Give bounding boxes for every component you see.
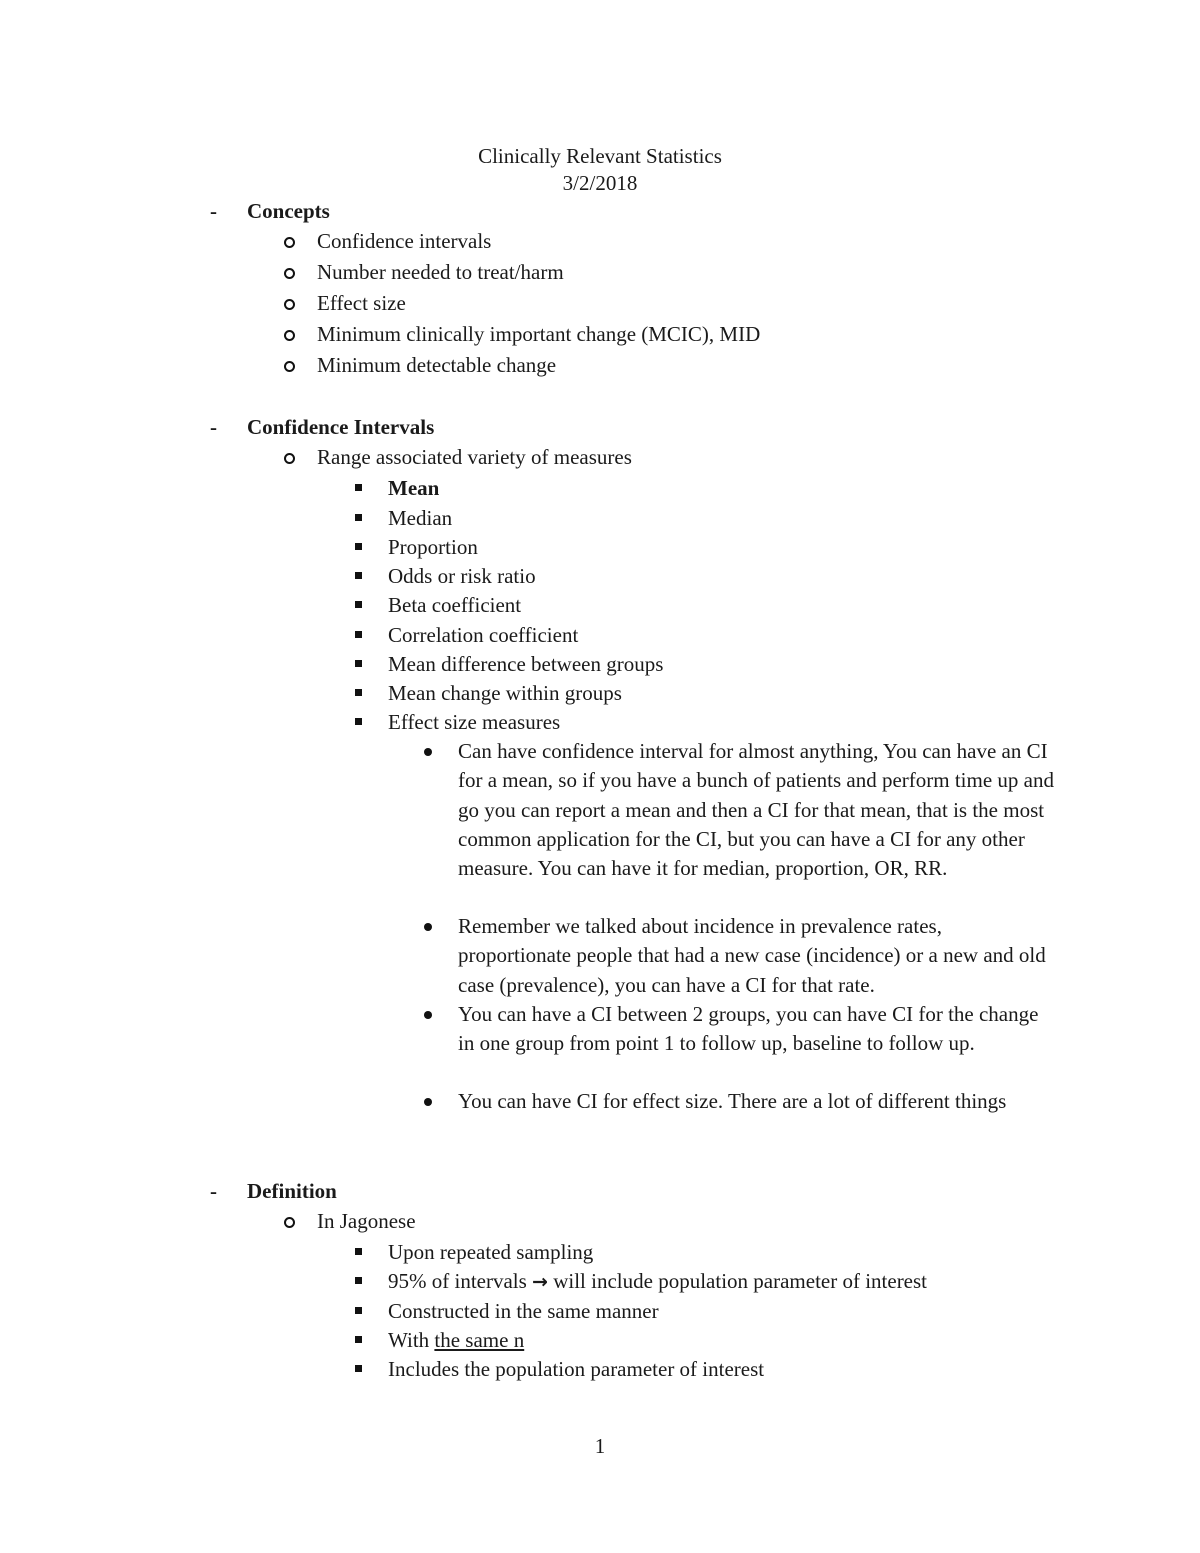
square-bullet-icon (355, 689, 362, 696)
dot-bullet-icon (424, 1098, 432, 1106)
circle-bullet-icon (284, 268, 295, 279)
dot-bullet-icon (424, 1011, 432, 1019)
square-bullet-icon (355, 660, 362, 667)
page-title: Clinically Relevant Statistics (478, 144, 722, 168)
page-number: 1 (594, 1434, 606, 1458)
dot-bullet-icon (424, 923, 432, 931)
square-bullet-icon (355, 484, 362, 491)
measure-item: Effect size measures (388, 710, 561, 734)
list-item: Number needed to treat/harm (317, 260, 564, 284)
definition-item (388, 1326, 524, 1355)
note-paragraph: Remember we talked about incidence in prevalence rates, proportionate people that had a new case (incidence) or a new and old case (prevalence), you can have a CI for that rate. (458, 914, 1046, 997)
list-item: Confidence intervals (317, 229, 492, 253)
square-bullet-icon (355, 1277, 362, 1284)
definition-item-text: 95% of intervals (388, 1269, 527, 1293)
measure-item: Proportion (388, 535, 478, 559)
underlined-text: the same n (434, 1328, 525, 1352)
definition-item: Includes the population parameter of interest (388, 1357, 765, 1381)
circle-bullet-icon (284, 299, 295, 310)
square-bullet-icon (355, 1336, 362, 1343)
note-paragraph: Can have confidence interval for almost anything, You can have an CI for a mean, so if you have a bunch of patients and perform time up and go you can report a mean and then a CI for that mean, that is the most common application for the CI, but you can have a CI for any other measure. You can have it for median, proportion, OR, RR. (458, 739, 1054, 881)
circle-bullet-icon (284, 330, 295, 341)
square-bullet-icon (355, 631, 362, 638)
dot-bullet-icon (424, 748, 432, 756)
square-bullet-icon (355, 1248, 362, 1255)
section-heading-confidence-intervals: Confidence Intervals (247, 415, 435, 439)
measure-item: Correlation coefficient (388, 623, 579, 647)
dash-bullet: - (210, 1179, 217, 1203)
list-item: Minimum clinically important change (MCIC), MID (317, 322, 761, 346)
square-bullet-icon (355, 718, 362, 725)
list-item: Effect size (317, 291, 406, 315)
definition-item (388, 1267, 927, 1297)
dash-bullet: - (210, 415, 217, 439)
measure-item: Odds or risk ratio (388, 564, 536, 588)
circle-bullet-icon (284, 1217, 295, 1228)
list-item: Range associated variety of measures (317, 445, 632, 469)
square-bullet-icon (355, 543, 362, 550)
circle-bullet-icon (284, 453, 295, 464)
note-paragraph: You can have a CI between 2 groups, you can have CI for the change in one group from point 1 to follow up, baseline to follow up. (458, 1002, 1039, 1056)
definition-item: Upon repeated sampling (388, 1240, 594, 1264)
square-bullet-icon (355, 514, 362, 521)
definition-item-text: With (388, 1328, 435, 1352)
note-paragraph: You can have CI for effect size. There are a lot of different things (458, 1089, 1007, 1113)
measure-item: Mean change within groups (388, 681, 622, 705)
page-date: 3/2/2018 (562, 171, 638, 195)
list-item: In Jagonese (317, 1209, 416, 1233)
definition-item-text: will include population parameter of interest (547, 1269, 928, 1293)
square-bullet-icon (355, 572, 362, 579)
list-item: Minimum detectable change (317, 353, 557, 377)
measure-item: Mean difference between groups (388, 652, 664, 676)
section-heading-concepts: Concepts (247, 199, 330, 223)
square-bullet-icon (355, 601, 362, 608)
dash-bullet: - (210, 199, 217, 223)
arrow-right-icon: → (532, 1271, 548, 1293)
circle-bullet-icon (284, 361, 295, 372)
measure-item: Median (388, 506, 453, 530)
section-heading-definition: Definition (247, 1179, 337, 1203)
measure-item: Beta coefficient (388, 593, 522, 617)
measure-item-mean: Mean (388, 476, 440, 500)
square-bullet-icon (355, 1307, 362, 1314)
circle-bullet-icon (284, 237, 295, 248)
square-bullet-icon (355, 1365, 362, 1372)
definition-item: Constructed in the same manner (388, 1299, 659, 1323)
